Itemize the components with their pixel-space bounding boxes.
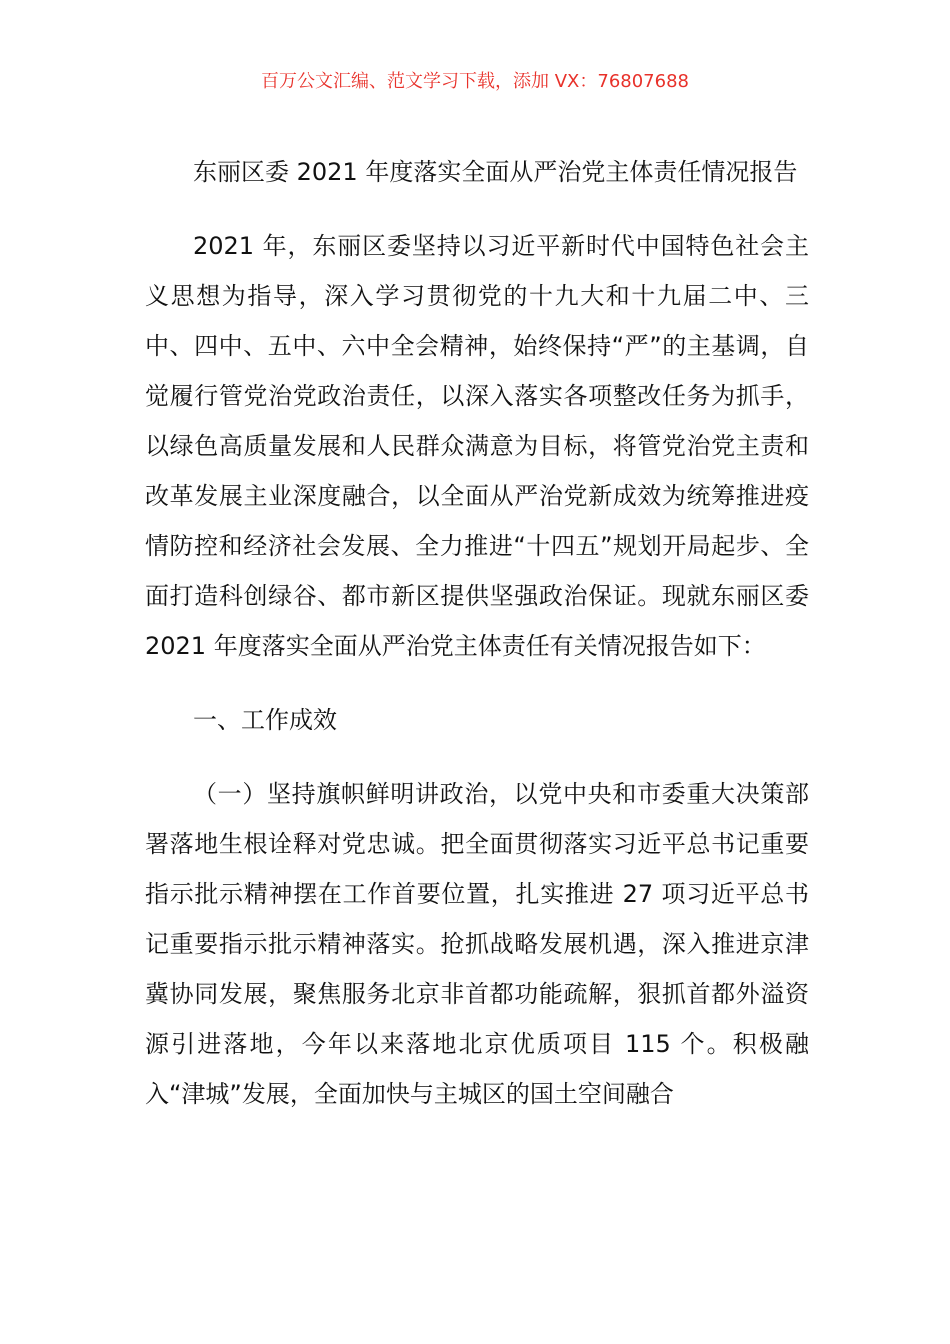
section-heading: 一、工作成效: [193, 706, 337, 734]
document-title: 东丽区委 2021 年度落实全面从严治党主体责任情况报告: [193, 158, 798, 186]
document-body: [145, 147, 809, 1119]
intro-paragraph: 2021 年，东丽区委坚持以习近平新时代中国特色社会主义思想为指导，深入学习贯彻党的十九大和十九届二中、三中、四中、五中、六中全会精神，始终保持“严”的主基调，自觉履行管党治党政治责任，以深入落实各项整改任务为抓手，以绿色高质量发展和人民群众满意为目标，将管党治党主责和改革发展主业深度融合，以全面从严治党新成效为统筹推进疫情防控和经济社会发展、全力推进“十四五”规划开局起步、全面打造科创绿谷、都市新区提供坚强政治保证。现就东丽区委 2021 年度落实全面从严治党主体责任有关情况报告如下：: [145, 232, 809, 660]
watermark-header: 百万公文汇编、范文学习下载，添加 VX：76807688: [261, 71, 689, 92]
subsection-paragraph: （一）坚持旗帜鲜明讲政治，以党中央和市委重大决策部署落地生根诠释对党忠诚。把全面贯彻落实习近平总书记重要指示批示精神摆在工作首要位置，扎实推进 27 项习近平总书记重要指示批示精神落实。抢抓战略发展机遇，深入推进京津冀协同发展，聚焦服务北京非首都功能疏解，狠抓首都外溢资源引进落地，今年以来落地北京优质项目 115 个。积极融入“津城”发展，全面加快与主城区的国土空间融合: [145, 780, 809, 1108]
